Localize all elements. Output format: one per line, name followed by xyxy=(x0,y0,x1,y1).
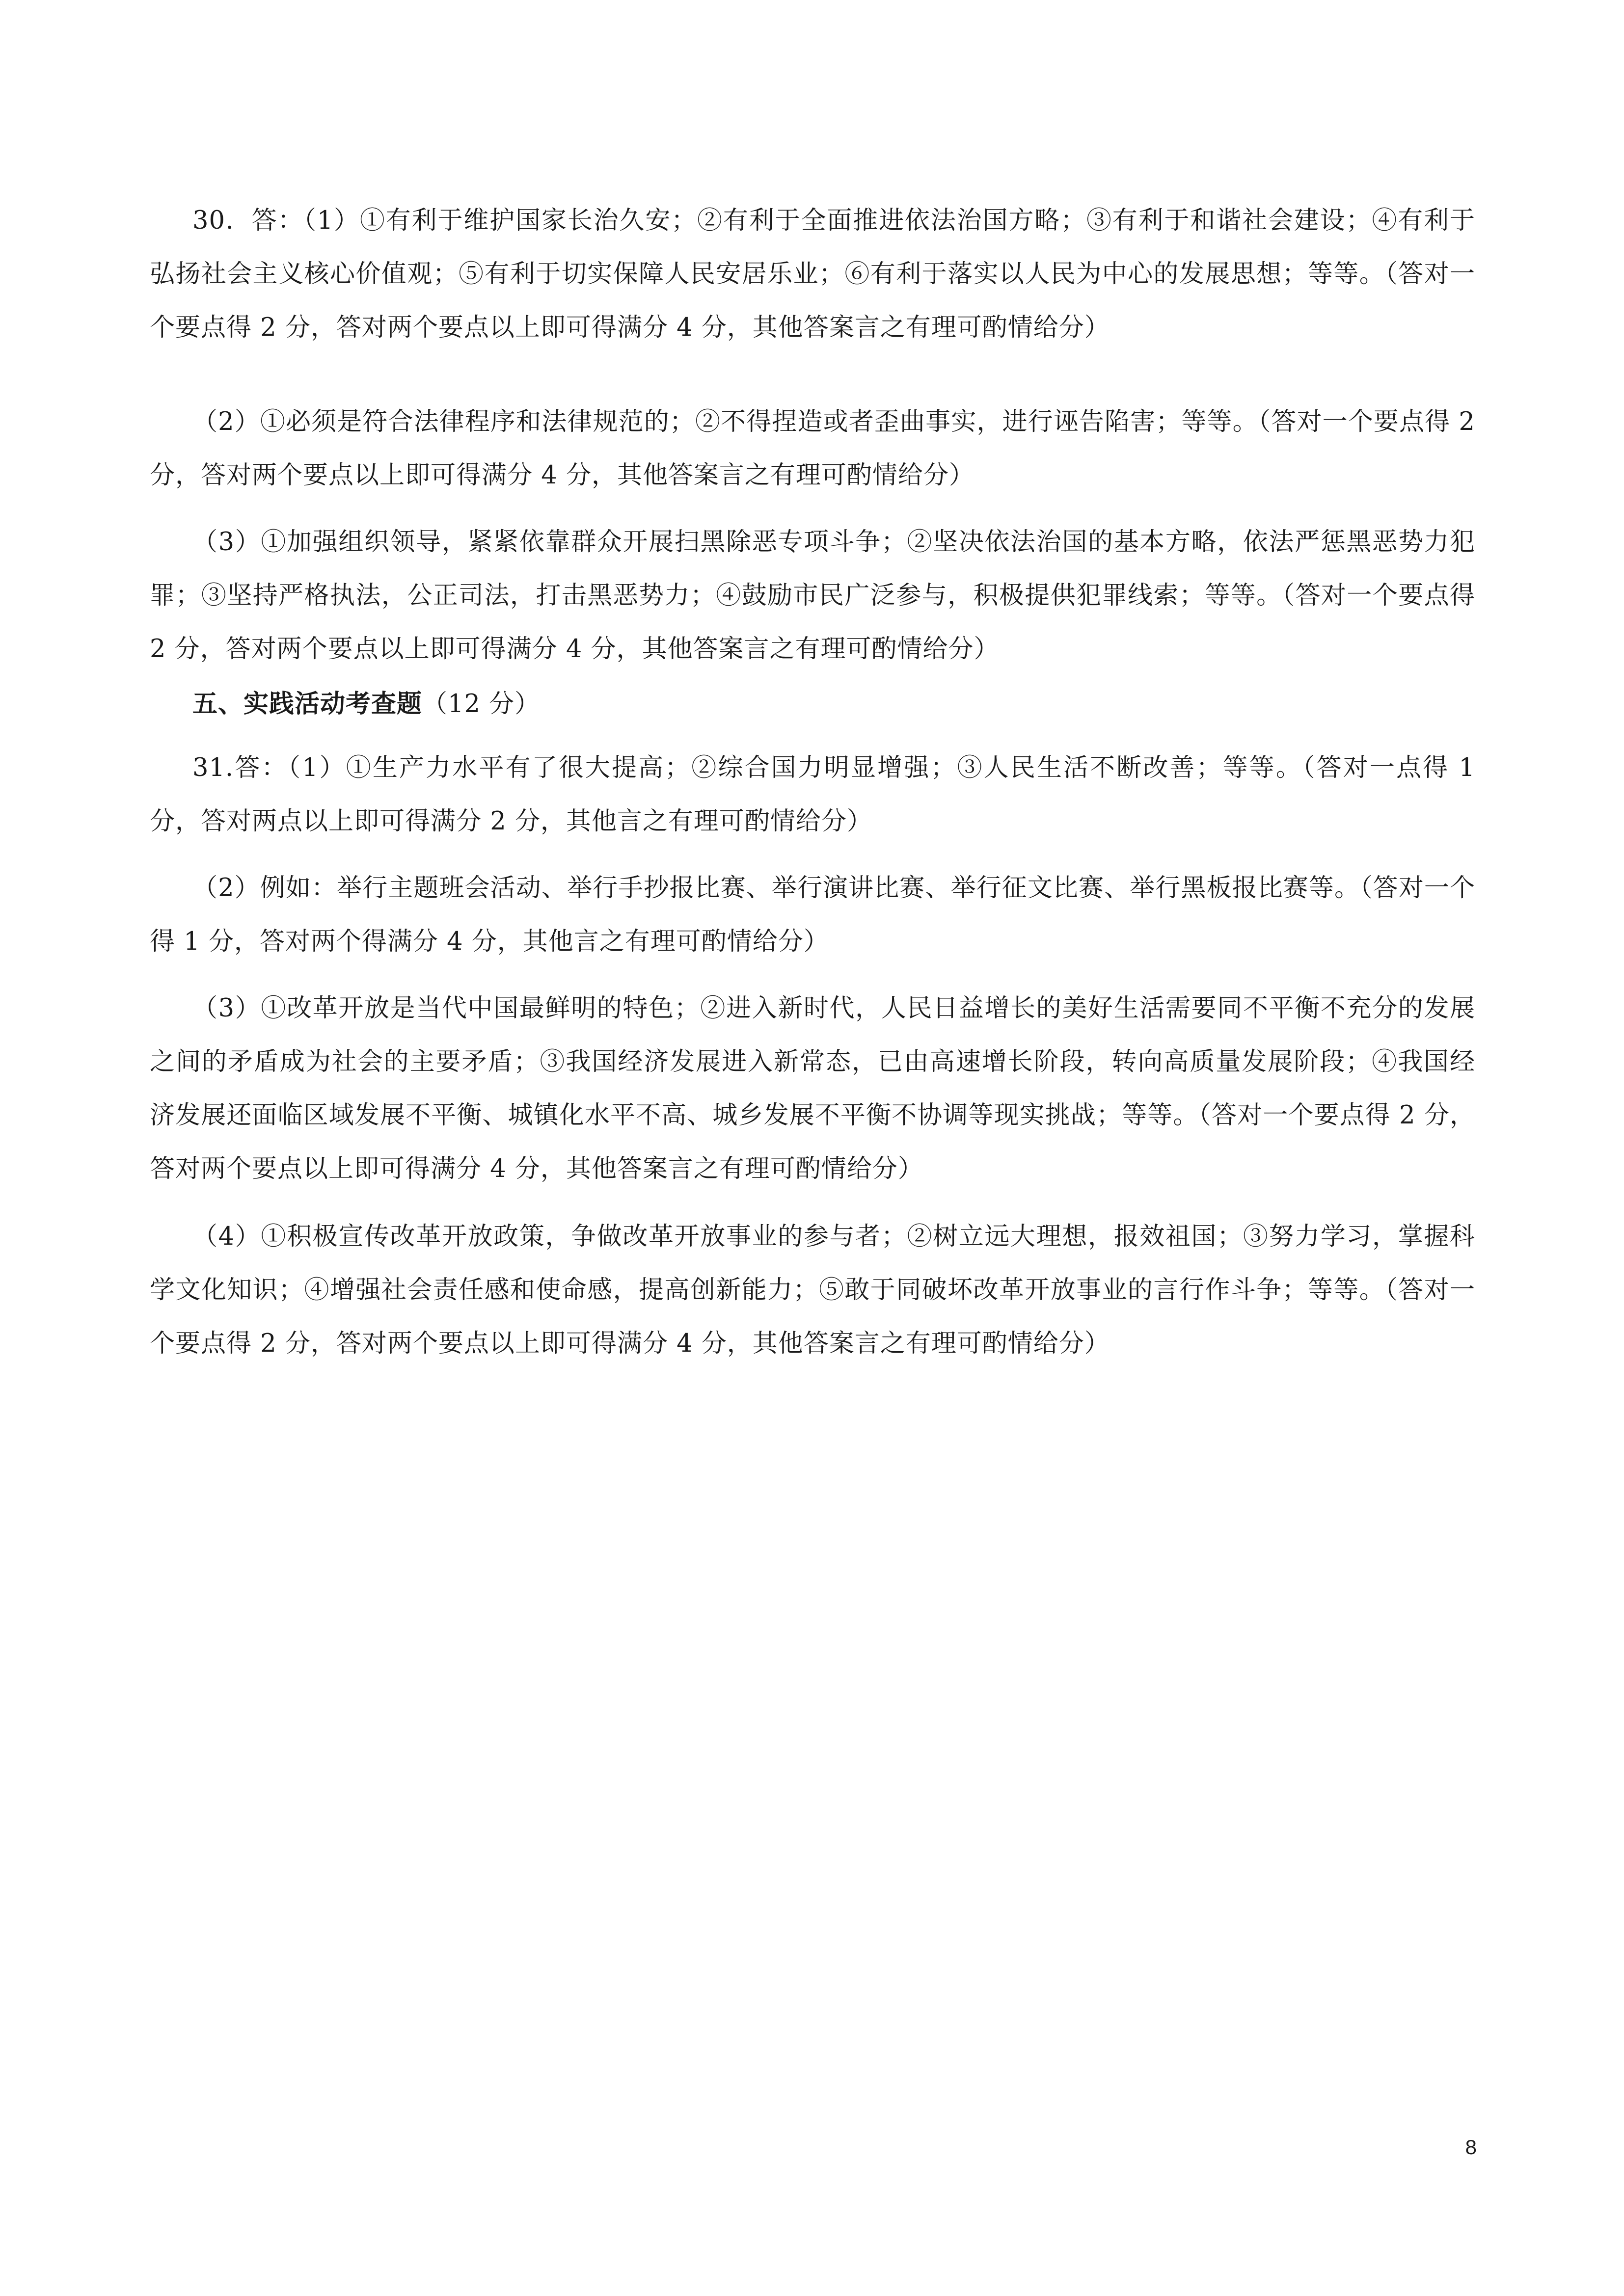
answer-31-part-2: （2）例如：举行主题班会活动、举行手抄报比赛、举行演讲比赛、举行征文比赛、举行黑板报比赛等。（答对一个得 1 分，答对两个得满分 4 分，其他言之有理可酌情给分） xyxy=(150,874,1475,956)
section-title: 五、实践活动考查题 xyxy=(192,690,423,719)
section-heading xyxy=(192,677,540,731)
page-number: 8 xyxy=(1465,2136,1477,2159)
answer-30-part-2: （2）①必须是符合法律程序和法律规范的；②不得捏造或者歪曲事实，进行诬告陷害；等等。（答对一个要点得 2 分，答对两个要点以上即可得满分 4 分，其他答案言之有理可酌情给分） xyxy=(150,407,1475,490)
section-score: （12 分） xyxy=(422,690,541,719)
answer-31-part-4: （4）①积极宣传改革开放政策，争做改革开放事业的参与者；②树立远大理想，报效祖国；③努力学习，掌握科学文化知识；④增强社会责任感和使命感，提高创新能力；⑤敢于同破坏改革开放事业的言行作斗争；等等。（答对一个要点得 2 分，答对两个要点以上即可得满分 4 分，其他答案言之有理可酌情给分） xyxy=(150,1222,1475,1358)
answer-30-part-3: （3）①加强组织领导，紧紧依靠群众开展扫黑除恶专项斗争；②坚决依法治国的基本方略，依法严惩黑恶势力犯罪；③坚持严格执法，公正司法，打击黑恶势力；④鼓励市民广泛参与，积极提供犯罪线索；等等。（答对一个要点得 2 分，答对两个要点以上即可得满分 4 分，其他答案言之有理可酌情给分） xyxy=(150,528,1475,664)
answer-31-part-3: （3）①改革开放是当代中国最鲜明的特色；②进入新时代，人民日益增长的美好生活需要同不平衡不充分的发展之间的矛盾成为社会的主要矛盾；③我国经济发展进入新常态，已由高速增长阶段，转向高质量发展阶段；④我国经济发展还面临区域发展不平衡、城镇化水平不高、城乡发展不平衡不协调等现实挑战；等等。（答对一个要点得 2 分，答对两个要点以上即可得满分 4 分，其他答案言之有理可酌情给分） xyxy=(150,994,1475,1183)
answer-31-part-1: 31.答：（1）①生产力水平有了很大提高；②综合国力明显增强；③人民生活不断改善；等等。（答对一点得 1 分，答对两点以上即可得满分 2 分，其他言之有理可酌情给分） xyxy=(150,753,1475,836)
answer-30-part-1: 30．答：（1）①有利于维护国家长治久安；②有利于全面推进依法治国方略；③有利于和谐社会建设；④有利于弘扬社会主义核心价值观；⑤有利于切实保障人民安居乐业；⑥有利于落实以人民为中心的发展思想；等等。（答对一个要点得 2 分，答对两个要点以上即可得满分 4 分，其他答案言之有理可酌情给分） xyxy=(150,206,1475,342)
